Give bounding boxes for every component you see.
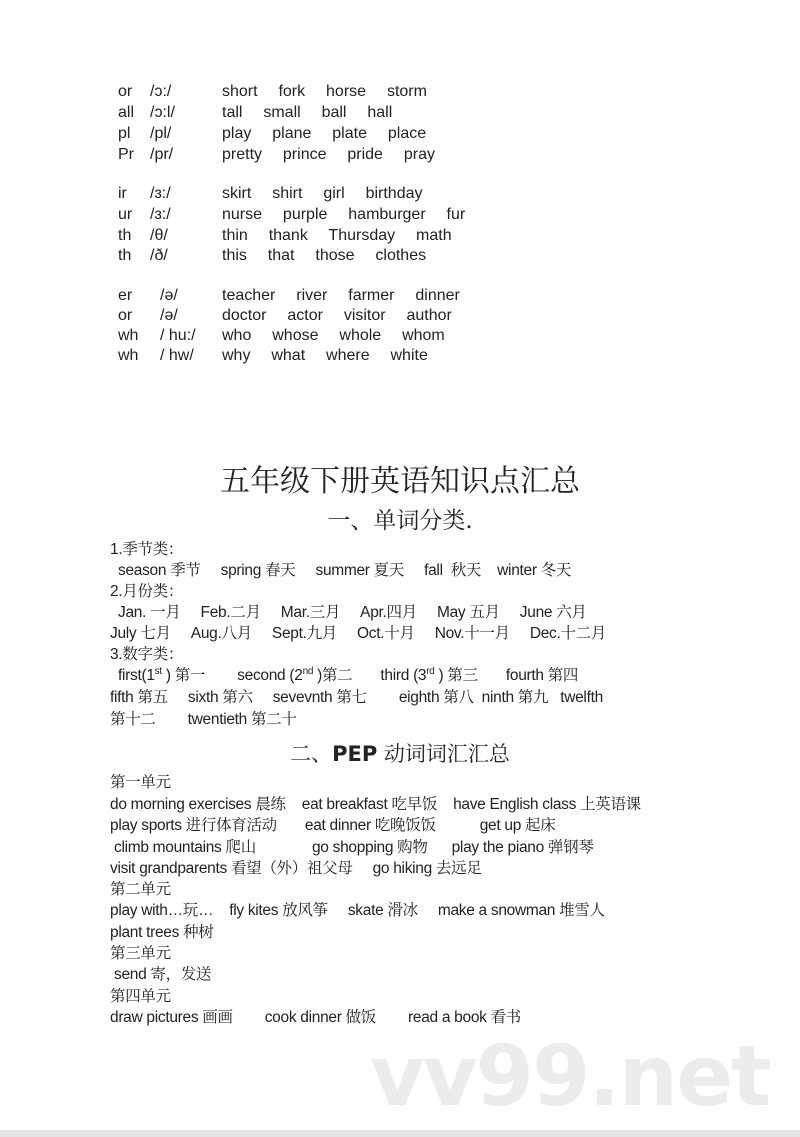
text-line: plant trees 种树 xyxy=(110,924,214,941)
heading-pep: PEP xyxy=(332,742,378,766)
letters: wh xyxy=(118,347,139,364)
letters: or xyxy=(118,307,133,324)
phonetic: /ɜ:/ xyxy=(150,206,171,223)
sup: nd xyxy=(302,665,314,677)
text-line: Jan. 一月 Feb.二月 Mar.三月 Apr.四月 May 五月 June 六月 xyxy=(110,604,587,621)
example-words: why what where white xyxy=(222,347,428,364)
text-line: fifth 第五 sixth 第六 sevevnth 第七 eighth 第八 ninth 第九 twelfth xyxy=(110,689,603,706)
text-line: 3.数字类： xyxy=(110,646,184,663)
text-line: climb mountains 爬山 go shopping 购物 play the piano 弹钢琴 xyxy=(110,839,594,856)
letters: ir xyxy=(118,185,127,202)
phonetic: /ɔ:/ xyxy=(150,83,172,100)
section-heading-word-categories: 一、单词分类. xyxy=(327,508,473,534)
example-words: this that those clothes xyxy=(222,247,427,264)
text-line: season 季节 spring 春天 summer 夏天 fall 秋天 winter 冬天 xyxy=(110,562,572,579)
example-words: pretty prince pride pray xyxy=(222,146,435,163)
phonetic: / hu:/ xyxy=(160,327,196,344)
example-words: play plane plate place xyxy=(222,125,427,142)
third: )第二 third (3 xyxy=(313,667,427,684)
example-words: doctor actor visitor author xyxy=(222,307,452,324)
text-line: 第二单元 xyxy=(110,881,171,898)
fourth: ) 第三 fourth 第四 xyxy=(434,667,579,684)
section-heading-verbs xyxy=(0,738,800,768)
phonetic: / hw/ xyxy=(160,347,194,364)
text-line: do morning exercises 晨练 eat breakfast 吃早饭 have English class 上英语课 xyxy=(110,796,641,813)
watermark: vv99.net xyxy=(370,1027,770,1125)
phonetic: /pl/ xyxy=(150,125,172,142)
text-line: play sports 进行体育活动 eat dinner 吃晚饭饭 get up 起床 xyxy=(110,817,556,834)
phonetic: /θ/ xyxy=(150,227,168,244)
text-line: July 七月 Aug.八月 Sept.九月 Oct.十月 Nov.十一月 Dec.十二月 xyxy=(110,625,607,642)
example-words: skirt shirt girl birthday xyxy=(222,185,423,202)
example-words: nurse purple hamburger fur xyxy=(222,206,466,223)
example-words: teacher river farmer dinner xyxy=(222,287,460,304)
sup: rd xyxy=(426,665,435,677)
phonetic: /ɔ:l/ xyxy=(150,104,175,121)
letters: or xyxy=(118,83,133,100)
text-line: 第三单元 xyxy=(110,945,171,962)
text-line: play with…玩… fly kites 放风筝 skate 滑冰 make a snowman 堆雪人 xyxy=(110,902,605,919)
text-line: visit grandparents 看望（外）祖父母 go hiking 去远足 xyxy=(110,860,482,877)
text-line: 第十二 twentieth 第二十 xyxy=(110,711,297,728)
letters: pl xyxy=(118,125,131,142)
heading-prefix: 二、 xyxy=(290,742,333,766)
heading-suffix: 动词词汇汇总 xyxy=(377,742,510,766)
sup: st xyxy=(154,665,162,677)
text-line: draw pictures 画画 cook dinner 做饭 read a book 看书 xyxy=(110,1009,521,1026)
example-words: tall small ball hall xyxy=(222,104,393,121)
letters: wh xyxy=(118,327,139,344)
letters: all xyxy=(118,104,135,121)
second: ) 第一 second (2 xyxy=(161,667,303,684)
example-words: who whose whole whom xyxy=(222,327,445,344)
phonetic: /ə/ xyxy=(160,307,178,324)
text-line: 第一单元 xyxy=(110,774,171,791)
document-title: 五年级下册英语知识点汇总 xyxy=(220,464,580,499)
text-line: send 寄，发送 xyxy=(110,966,212,983)
letters: ur xyxy=(118,206,133,223)
letters: Pr xyxy=(118,146,134,163)
letters: er xyxy=(118,287,133,304)
first: first(1 xyxy=(110,667,155,684)
phonetic: /pr/ xyxy=(150,146,174,163)
text-line: 2.月份类： xyxy=(110,583,184,600)
page-edge xyxy=(0,1130,800,1137)
example-words: thin thank Thursday math xyxy=(222,227,452,244)
text-line: 第四单元 xyxy=(110,988,171,1005)
phonetic: /ə/ xyxy=(160,287,178,304)
numbers-line xyxy=(110,666,578,686)
letters: th xyxy=(118,247,132,264)
phonetic: /ð/ xyxy=(150,247,168,264)
text-line: 1.季节类： xyxy=(110,541,184,558)
example-words: short fork horse storm xyxy=(222,83,427,100)
phonetic: /ɜ:/ xyxy=(150,185,171,202)
letters: th xyxy=(118,227,132,244)
